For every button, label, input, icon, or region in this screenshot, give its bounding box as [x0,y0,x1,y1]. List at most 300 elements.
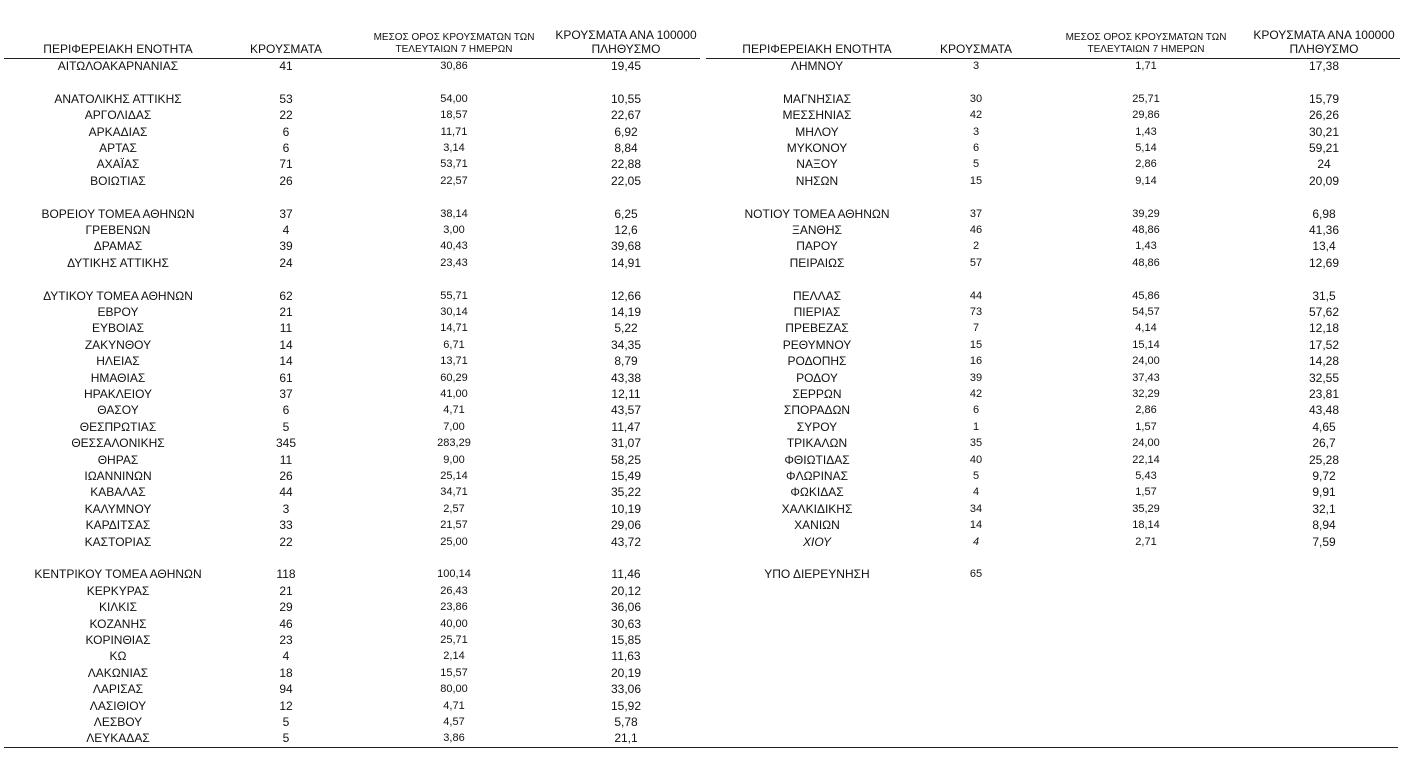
cell-region: ΡΟΔΟΥ [796,370,838,385]
table-row [4,91,700,107]
table-row [706,304,1400,320]
cell-avg-7days: 100,14 [437,568,471,581]
cell-per-100k: 30,21 [1308,124,1340,139]
table-row [706,370,1400,386]
table-row [706,484,1400,500]
cell-avg-7days: 2,86 [1135,158,1157,171]
cell-avg-7days: 48,86 [1132,224,1160,236]
cell-per-100k: 8,84 [614,141,638,155]
cell-cases: 26 [279,469,293,483]
header-per-100k [1248,28,1400,56]
table-row [4,616,700,632]
table-row [706,91,1400,107]
cell-cases: 39 [969,371,983,384]
cell-per-100k: 4,65 [1312,419,1336,434]
header-cases: ΚΡΟΥΣΜΑΤΑ [940,42,1012,56]
table-row [706,452,1400,468]
cell-region: ΦΘΙΩΤΙΔΑΣ [784,452,850,467]
cell-avg-7days: 25,71 [440,634,468,646]
cell-avg-7days: 53,71 [440,158,468,171]
cell-region: ΛΑΡΙΣΑΣ [92,682,144,697]
cell-per-100k: 17,38 [1308,59,1340,73]
table-row [4,386,700,402]
cell-cases: 5 [282,731,290,746]
cell-per-100k: 12,18 [1308,321,1340,336]
cell-cases: 30 [969,92,983,105]
cell-region: ΑΡΤΑΣ [99,141,137,155]
cell-avg-7days: 1,43 [1135,240,1157,253]
cell-per-100k: 12,66 [610,288,642,303]
cell-avg-7days: 14,71 [440,322,468,335]
table-row [4,124,700,140]
table-row [4,353,700,369]
table-row [706,534,1400,550]
cell-avg-7days: 54,57 [1132,306,1160,318]
cell-region: ΡΕΘΥΜΝΟΥ [782,337,852,352]
cell-region: ΚΑΒΑΛΑΣ [90,485,146,500]
table-row [706,58,1400,74]
cell-per-100k: 14,19 [610,305,642,319]
cell-cases: 21 [279,305,293,319]
cell-avg-7days: 22,14 [1132,453,1160,466]
cell-cases: 5 [972,158,980,171]
table-row [706,107,1400,123]
cell-per-100k: 6,98 [1312,206,1336,221]
cell-per-100k: 25,28 [1308,452,1340,467]
cell-cases: 1 [972,420,980,433]
cell-cases: 35 [969,437,983,450]
cell-cases: 345 [275,436,297,451]
table-row [4,238,700,254]
cell-region: ΔΥΤΙΚΟΥ ΤΟΜΕΑ ΑΘΗΝΩΝ [43,288,193,303]
cell-cases: 57 [969,256,983,269]
cell-cases: 65 [969,568,983,581]
header-region: ΠΕΡΙΦΕΡΕΙΑΚΗ ΕΝΟΤΗΤΑ [43,42,193,56]
table-row [706,320,1400,336]
cell-region: ΗΡΑΚΛΕΙΟΥ [83,387,153,401]
header-cases: ΚΡΟΥΣΜΑΤΑ [250,42,322,56]
table-row [4,107,700,123]
cell-cases: 53 [279,91,293,106]
cell-per-100k: 32,1 [1312,501,1336,516]
cell-region: ΣΕΡΡΩΝ [792,387,842,401]
table-row [706,255,1400,271]
bottom-rule [4,747,1398,748]
table-row [4,419,700,435]
cell-region: ΝΗΣΩΝ [795,173,839,188]
cell-cases: 5 [282,715,290,729]
table-row [4,156,700,172]
cell-cases: 94 [279,682,293,697]
table-row [4,206,700,222]
cell-region: ΣΠΟΡΑΔΩΝ [783,403,851,418]
cell-avg-7days: 11,71 [440,125,468,138]
cell-region: ΗΜΑΘΙΑΣ [90,370,146,385]
cell-region: ΜΑΓΝΗΣΙΑΣ [782,91,852,106]
cell-cases: 26 [279,173,293,188]
cell-region: ΘΗΡΑΣ [97,452,139,467]
table-row [706,468,1400,484]
cell-cases: 73 [969,306,983,318]
cell-cases: 118 [276,567,296,582]
cell-cases: 40 [969,453,983,466]
cell-avg-7days: 13,71 [440,355,468,368]
table-row [4,534,700,550]
table-row [706,435,1400,451]
cell-cases: 3 [282,501,290,516]
cell-per-100k: 32,55 [1308,370,1340,385]
cell-per-100k: 11,47 [611,419,641,434]
cell-region: ΚΕΡΚΥΡΑΣ [86,583,150,598]
table-row [4,222,700,238]
cell-per-100k: 20,12 [610,583,642,598]
cell-per-100k: 26,7 [1312,436,1336,451]
cell-cases: 44 [969,289,983,302]
cell-region: ΥΠΟ ΔΙΕΡΕΥΝΗΣΗ [764,567,870,582]
cell-cases: 37 [279,387,293,401]
cell-per-100k: 10,55 [610,91,642,106]
cell-cases: 4 [972,486,980,499]
cell-avg-7days: 7,00 [443,420,465,433]
cell-cases: 23 [279,633,293,647]
cell-per-100k: 9,72 [1312,469,1336,483]
cell-region: ΧΑΝΙΩΝ [794,518,840,533]
header-avg-7days [1056,32,1236,56]
cell-region: ΘΕΣΣΑΛΟΝΙΚΗΣ [71,436,165,451]
table-row [4,648,700,664]
table-row [4,583,700,599]
table-row [4,484,700,500]
cell-per-100k: 12,69 [1308,255,1340,270]
cell-avg-7days: 23,43 [440,256,468,269]
cell-avg-7days: 80,00 [440,683,468,696]
cell-per-100k: 31,07 [610,436,642,451]
header-avg-7days [366,32,542,56]
cell-cases: 11 [279,452,293,467]
cell-per-100k: 15,92 [610,698,642,713]
table-row [4,517,700,533]
cell-region: ΑΙΤΩΛΟΑΚΑΡΝΑΝΙΑΣ [57,59,179,73]
cell-avg-7days: 18,14 [1132,519,1160,532]
cell-cases: 4 [972,535,980,548]
cell-cases: 21 [279,583,293,598]
cell-avg-7days: 18,57 [440,109,468,122]
table-row [4,566,700,582]
cell-per-100k: 24 [1317,157,1331,172]
cell-region: ΕΥΒΟΙΑΣ [91,321,145,336]
cell-avg-7days: 1,71 [1135,60,1157,72]
cell-region: ΔΡΑΜΑΣ [93,239,143,254]
cell-avg-7days: 60,29 [440,371,468,384]
cell-avg-7days: 23,86 [440,601,468,614]
cell-cases: 33 [279,518,293,533]
cell-per-100k: 10,19 [610,501,642,516]
cell-avg-7days: 9,14 [1135,174,1157,187]
cell-cases: 3 [972,125,980,138]
cell-region: ΠΕΙΡΑΙΩΣ [789,255,845,270]
table-row [4,140,700,156]
cell-region: ΚΕΝΤΡΙΚΟΥ ΤΟΜΕΑ ΑΘΗΝΩΝ [34,567,202,582]
cell-per-100k: 14,91 [610,255,642,270]
cell-avg-7days: 5,14 [1135,142,1157,154]
cell-per-100k: 5,22 [614,321,638,336]
table-row [706,501,1400,517]
cell-region: ΠΙΕΡΙΑΣ [793,305,841,319]
cell-per-100k: 43,72 [610,534,642,549]
cell-region: ΞΑΝΘΗΣ [792,223,842,237]
cell-avg-7days: 2,14 [443,650,465,663]
cell-cases: 6 [972,404,980,417]
cell-region: ΧΑΛΚΙΔΙΚΗΣ [781,501,853,516]
cell-per-100k: 22,88 [610,157,642,172]
cell-region: ΒΟΙΩΤΙΑΣ [90,173,146,188]
cell-cases: 2 [972,240,980,253]
header-per-line1: ΚΡΟΥΣΜΑΤΑ ΑΝΑ 100000 [555,28,697,42]
cell-avg-7days: 41,00 [440,388,468,400]
cell-avg-7days: 35,29 [1132,502,1160,515]
cell-avg-7days: 40,43 [440,240,468,253]
cell-cases: 12 [279,698,293,713]
table-row [4,452,700,468]
cell-per-100k: 39,68 [610,239,642,254]
cell-region: ΧΙΟΥ [802,534,832,549]
cell-cases: 37 [969,207,983,220]
cell-avg-7days: 2,57 [443,502,465,515]
cell-region: ΤΡΙΚΑΛΩΝ [786,436,848,451]
table-header [706,24,1400,59]
cell-avg-7days: 38,14 [440,207,468,220]
cell-region: ΗΛΕΙΑΣ [96,354,140,369]
cell-cases: 46 [969,224,983,236]
cell-avg-7days: 55,71 [440,289,468,302]
cell-per-100k: 30,63 [610,616,642,631]
cell-cases: 39 [279,239,293,254]
cell-avg-7days: 30,86 [440,60,468,72]
cell-per-100k: 5,78 [614,715,638,729]
table-row [4,468,700,484]
cell-avg-7days: 45,86 [1132,289,1160,302]
cell-per-100k: 22,67 [610,108,642,123]
table-row [4,58,700,74]
cell-cases: 18 [279,665,293,680]
cell-avg-7days: 3,86 [443,732,465,745]
cell-cases: 41 [279,59,293,73]
cell-region: ΑΝΑΤΟΛΙΚΗΣ ΑΤΤΙΚΗΣ [54,91,182,106]
cell-region: ΚΙΛΚΙΣ [98,600,138,615]
table-row [706,156,1400,172]
cell-region: ΕΒΡΟΥ [97,305,139,319]
table-row [706,566,1400,582]
table-row [4,320,700,336]
cell-per-100k: 34,35 [610,337,642,352]
cell-cases: 7 [972,322,980,335]
table-row [4,255,700,271]
cell-cases: 15 [969,338,983,351]
cell-per-100k: 6,92 [614,124,638,139]
cell-region: ΛΕΥΚΑΔΑΣ [86,731,150,746]
cell-region: ΛΑΣΙΘΙΟΥ [89,698,147,713]
cell-cases: 4 [282,649,290,664]
header-per-line2: ΠΛΗΘΥΣΜΟ [1289,42,1359,56]
cell-region: ΚΟΡΙΝΘΙΑΣ [85,633,151,647]
cell-avg-7days: 29,86 [1132,109,1160,122]
cell-avg-7days: 25,00 [440,535,468,548]
cell-avg-7days: 2,86 [1135,404,1157,417]
cell-per-100k: 15,79 [1308,91,1340,106]
cell-per-100k: 26,26 [1308,108,1340,123]
header-per-100k [552,28,700,56]
cell-region: ΝΟΤΙΟΥ ΤΟΜΕΑ ΑΘΗΝΩΝ [744,206,890,221]
cell-cases: 29 [279,600,293,615]
cell-avg-7days: 1,57 [1135,486,1157,499]
cell-avg-7days: 54,00 [440,92,468,105]
cell-avg-7days: 2,71 [1135,535,1157,548]
cell-region: ΘΑΣΟΥ [97,403,139,418]
cell-per-100k: 15,85 [610,633,642,647]
cell-avg-7days: 3,14 [443,142,465,154]
cell-avg-7days: 37,43 [1132,371,1160,384]
cell-region: ΚΟΖΑΝΗΣ [89,616,147,631]
cell-cases: 16 [969,355,983,368]
table-row [706,288,1400,304]
cell-cases: 14 [279,354,293,369]
cell-cases: 6 [282,124,290,139]
cell-region: ΑΡΚΑΔΙΑΣ [88,124,148,139]
cell-avg-7days: 25,71 [1132,92,1160,105]
cell-per-100k: 59,21 [1308,141,1340,155]
cell-avg-7days: 32,29 [1132,388,1160,400]
cell-region: ΦΩΚΙΔΑΣ [790,485,844,500]
table-row [4,402,700,418]
cell-per-100k: 23,81 [1308,387,1340,401]
cell-avg-7days: 283,29 [437,437,471,450]
cell-cases: 4 [282,223,290,237]
cell-per-100k: 9,91 [1312,485,1336,500]
cell-region: ΛΑΚΩΝΙΑΣ [87,665,149,680]
cell-region: ΜΗΛΟΥ [795,124,839,139]
cell-per-100k: 20,19 [610,665,642,680]
cell-region: ΓΡΕΒΕΝΩΝ [85,223,151,237]
cell-per-100k: 19,45 [610,59,642,73]
cell-per-100k: 12,11 [611,387,641,401]
cell-region: ΦΛΩΡΙΝΑΣ [786,469,848,483]
cell-cases: 71 [279,157,293,172]
cell-per-100k: 20,09 [1308,173,1340,188]
cell-region: ΚΩ [109,649,127,664]
cell-cases: 6 [972,142,980,154]
cell-region: ΜΕΣΣΗΝΙΑΣ [782,108,852,123]
table-row [706,402,1400,418]
cell-avg-7days: 4,71 [443,699,465,712]
cell-cases: 44 [279,485,293,500]
cell-cases: 34 [969,502,983,515]
cell-avg-7days: 5,43 [1135,470,1157,482]
table-row [4,599,700,615]
cell-region: ΠΑΡΟΥ [796,239,838,254]
cell-per-100k: 35,22 [610,485,642,500]
cell-per-100k: 43,48 [1308,403,1340,418]
cell-per-100k: 14,28 [1308,354,1340,369]
header-per-line2: ΠΛΗΘΥΣΜΟ [591,42,661,56]
cell-avg-7days: 22,57 [440,174,468,187]
cell-cases: 11 [279,321,293,336]
table-row [4,730,700,746]
cell-region: ΚΑΛΥΜΝΟΥ [84,501,152,516]
cell-region: ΛΕΣΒΟΥ [93,715,143,729]
table-row [4,304,700,320]
cell-per-100k: 7,59 [1312,534,1336,549]
table-row [706,337,1400,353]
cell-per-100k: 13,4 [1312,239,1336,254]
cell-region: ΜΥΚΟΝΟΥ [786,141,848,155]
header-avg-line1: ΜΕΣΟΣ ΟΡΟΣ ΚΡΟΥΣΜΑΤΩΝ ΤΩΝ [373,32,535,43]
cell-per-100k: 41,36 [1308,223,1340,237]
table-row [4,681,700,697]
cell-region: ΠΕΛΛΑΣ [792,288,842,303]
cell-per-100k: 12,6 [614,223,638,237]
cell-region: ΣΥΡΟΥ [796,419,838,434]
cell-cases: 37 [279,206,293,221]
cell-avg-7days: 40,00 [440,617,468,630]
cell-avg-7days: 48,86 [1132,256,1160,269]
cell-per-100k: 31,5 [1312,288,1336,303]
table-row [706,517,1400,533]
cell-per-100k: 17,52 [1308,337,1340,352]
header-region: ΠΕΡΙΦΕΡΕΙΑΚΗ ΕΝΟΤΗΤΑ [742,42,892,56]
cell-region: ΙΩΑΝΝΙΝΩΝ [84,469,152,483]
cell-cases: 24 [279,255,293,270]
cell-region: ΑΧΑΪΑΣ [96,157,140,172]
cell-cases: 22 [279,108,293,123]
table-row [706,419,1400,435]
cell-region: ΚΑΣΤΟΡΙΑΣ [84,534,152,549]
cell-region: ΠΡΕΒΕΖΑΣ [785,321,849,336]
cell-region: ΔΥΤΙΚΗΣ ΑΤΤΙΚΗΣ [67,255,169,270]
cell-cases: 6 [282,403,290,418]
table-row [4,714,700,730]
table-header [4,24,700,59]
cell-avg-7days: 30,14 [440,306,468,318]
cell-cases: 42 [969,109,983,122]
table-row [706,386,1400,402]
cell-per-100k: 8,79 [614,354,638,369]
cell-per-100k: 21,1 [614,731,638,746]
cell-per-100k: 22,05 [610,173,642,188]
cell-cases: 61 [279,370,293,385]
cell-avg-7days: 15,57 [440,666,468,679]
cell-avg-7days: 4,71 [443,404,465,417]
cell-region: ΚΑΡΔΙΤΣΑΣ [85,518,151,533]
cell-avg-7days: 9,00 [443,453,465,466]
cell-per-100k: 29,06 [610,518,642,533]
table-row [706,222,1400,238]
cell-cases: 15 [969,174,983,187]
cell-per-100k: 6,25 [614,206,638,221]
cell-region: ΖΑΚΥΝΘΟΥ [84,337,152,352]
table-row [4,435,700,451]
table-row [4,632,700,648]
cell-region: ΡΟΔΟΠΗΣ [787,354,847,369]
cell-per-100k: 15,49 [610,469,642,483]
cell-avg-7days: 3,00 [443,224,465,236]
table-row [4,337,700,353]
cell-cases: 3 [972,60,980,72]
table-row [706,140,1400,156]
cell-per-100k: 8,94 [1312,518,1336,533]
table-row [706,353,1400,369]
table-row [4,665,700,681]
table-row [706,173,1400,189]
